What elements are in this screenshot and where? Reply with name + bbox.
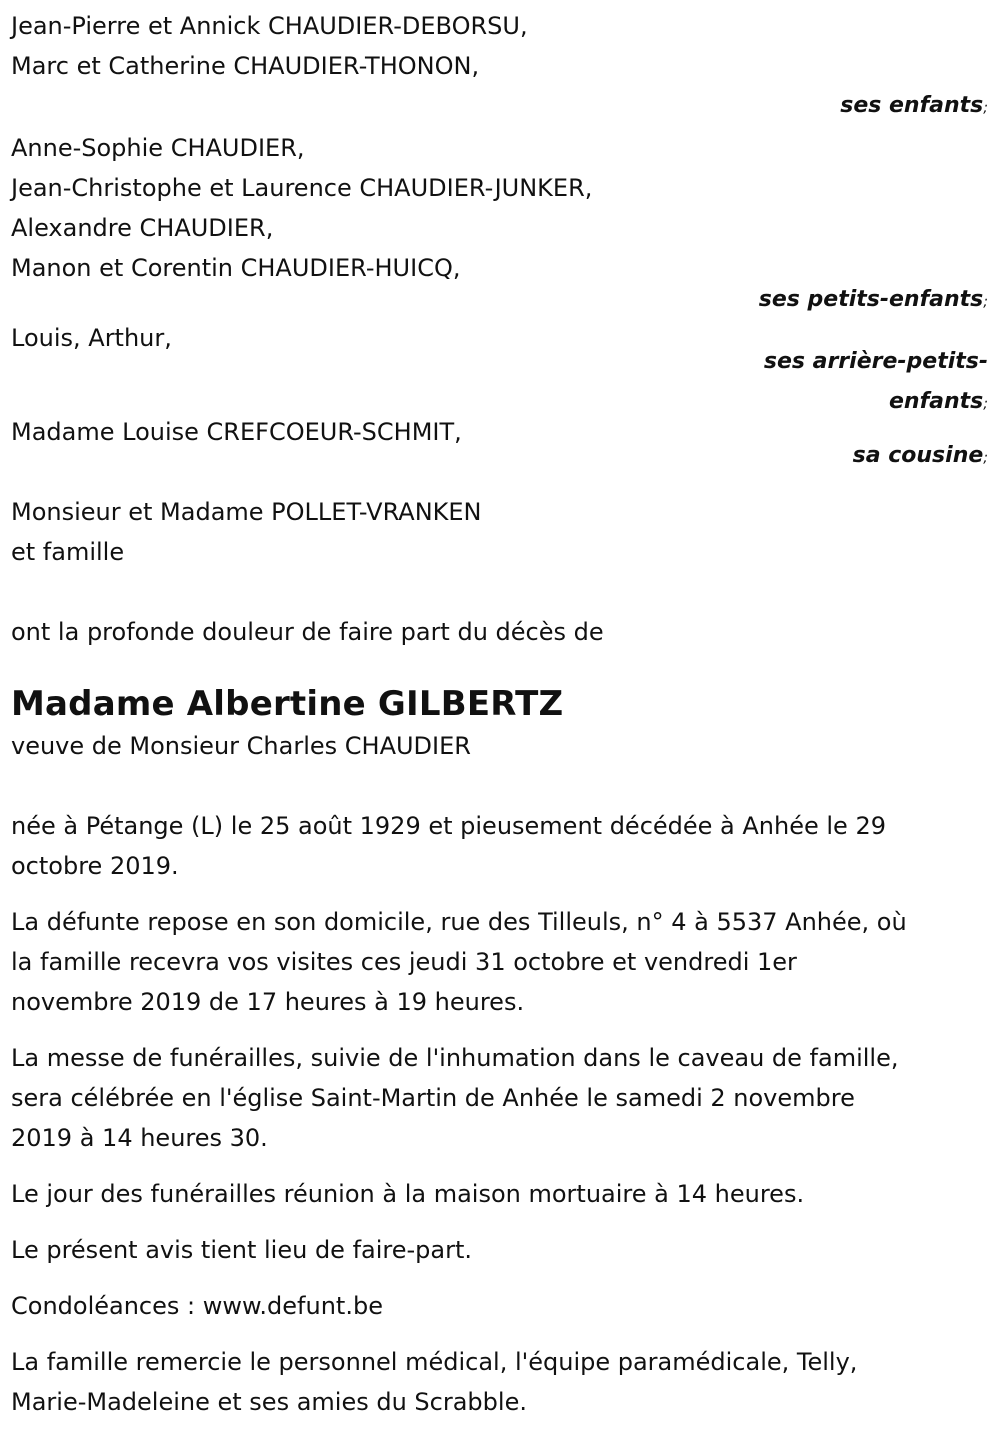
repose-line-3: novembre 2019 de 17 heures à 19 heures. [11, 988, 525, 1016]
semicolon: ; [983, 396, 988, 412]
funeral-line-2: sera célébrée en l'église Saint-Martin de Anhée le samedi 2 novembre [11, 1084, 855, 1112]
thanks-line-2: Marie-Madeleine et ses amies du Scrabble. [11, 1388, 527, 1416]
great-grandchildren-role-label: enfants [889, 389, 984, 414]
deceased-name: Madame Albertine GILBERTZ [11, 684, 564, 724]
death-notice [11, 6, 991, 1438]
announcement: ont la profonde douleur de faire part du décès de [11, 618, 604, 646]
semicolon: ; [983, 294, 988, 310]
others-block [11, 492, 991, 572]
repose-line-2: la famille recevra vos visites ces jeudi 31 octobre et vendredi 1er [11, 948, 797, 976]
grandchildren-block [11, 128, 991, 320]
children-block [11, 6, 991, 126]
grandchildren-line-1: Anne-Sophie CHAUDIER, [11, 134, 305, 162]
grandchildren-role-label: ses petits-enfants [758, 287, 984, 312]
birth-death-line-2: octobre 2019. [11, 852, 179, 880]
great-grandchildren-role-1: ses arrière-petits- [763, 349, 988, 374]
thanks-line-1: La famille remercie le personnel médical, l'équipe paramédicale, Telly, [11, 1348, 858, 1376]
great-grandchildren-line-1: Louis, Arthur, [11, 324, 172, 352]
cousin-line-1: Madame Louise CREFCOEUR-SCHMIT, [11, 418, 462, 446]
others-line-2: et famille [11, 538, 125, 566]
repose-line-1: La défunte repose en son domicile, rue des Tilleuls, n° 4 à 5537 Anhée, où [11, 908, 907, 936]
grandchildren-line-3: Alexandre CHAUDIER, [11, 214, 274, 242]
funeral-line-3: 2019 à 14 heures 30. [11, 1124, 268, 1152]
widow-of: veuve de Monsieur Charles CHAUDIER [11, 732, 471, 760]
cousin-block [11, 412, 991, 476]
birth-death-line-1: née à Pétange (L) le 25 août 1929 et pieusement décédée à Anhée le 29 [11, 812, 886, 840]
condolences-paragraph: Condoléances : www.defunt.be [11, 1292, 383, 1320]
semicolon: ; [983, 450, 988, 466]
semicolon: ; [983, 100, 988, 116]
grandchildren-line-4: Manon et Corentin CHAUDIER-HUICQ, [11, 254, 461, 282]
children-role-label: ses enfants [840, 93, 984, 118]
funeral-line-1: La messe de funérailles, suivie de l'inhumation dans le caveau de famille, [11, 1044, 899, 1072]
children-role [11, 86, 991, 126]
thanks-paragraph [11, 1342, 991, 1422]
funeral-paragraph [11, 1038, 991, 1158]
cousin-role-label: sa cousine [852, 443, 984, 468]
birth-death-paragraph [11, 806, 991, 886]
children-line-1: Jean-Pierre et Annick CHAUDIER-DEBORSU, [11, 12, 528, 40]
meeting-paragraph: Le jour des funérailles réunion à la maison mortuaire à 14 heures. [11, 1180, 805, 1208]
children-line-2: Marc et Catherine CHAUDIER-THONON, [11, 52, 480, 80]
others-line-1: Monsieur et Madame POLLET-VRANKEN [11, 498, 482, 526]
grandchildren-line-2: Jean-Christophe et Laurence CHAUDIER-JUNKER, [11, 174, 593, 202]
great-grandchildren-block [11, 318, 991, 422]
repose-paragraph [11, 902, 991, 1022]
notice-paragraph: Le présent avis tient lieu de faire-part. [11, 1236, 473, 1264]
